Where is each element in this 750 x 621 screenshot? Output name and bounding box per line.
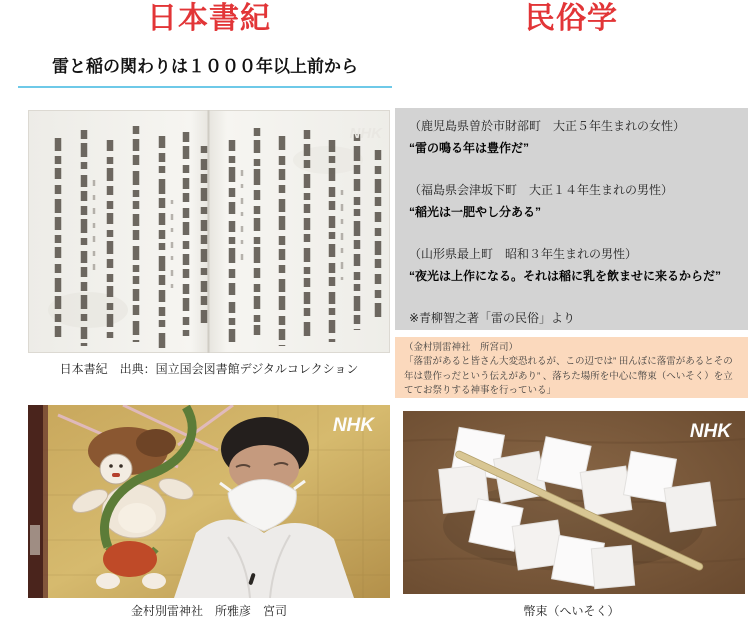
heisoku-caption: 幣束（へいそく）: [523, 604, 620, 618]
source-note: ※青柳智之著「雷の民俗」より: [409, 311, 576, 325]
priest-photo: [28, 405, 390, 598]
nhk-logo: NHK: [689, 421, 731, 442]
heisoku-photo: [403, 411, 745, 594]
nhk-watermark: NHK: [349, 125, 382, 142]
priest-note-attribution: （金村別雷神社 所宮司）: [404, 342, 519, 353]
priest-note-body: 「落雷があると皆さん大変恐れるが、この辺では” 田んぼに落雷があるとその年は豊作っだという伝えがあり” 、落ちた場所を中心に幣束（へいそく）を立ててお祭りする神事を行っている」: [404, 356, 733, 396]
manuscript-artwork: [28, 110, 390, 353]
priest-photo-artwork: [28, 405, 390, 598]
left-subtitle-underline: [18, 52, 392, 88]
manuscript-image: [28, 110, 390, 353]
testimony-quote: “雷の鳴る年は豊作だ”: [409, 141, 530, 155]
nhk-logo: NHK: [332, 415, 374, 436]
testimony-attribution: （福島県会津坂下町 大正１４年生まれの男性）: [409, 183, 674, 197]
screen-frame: [28, 405, 43, 598]
priest-note-box: [395, 337, 748, 398]
testimony-attribution: （鹿児島県曽於市財部町 大正５年生まれの女性）: [409, 119, 686, 133]
testimony-attribution: （山形県最上町 昭和３年生まれの男性）: [409, 247, 638, 261]
right-section-title: 民俗学: [525, 2, 618, 35]
testimony-quote: “夜光は上作になる。それは稲に乳を飲ませに来るからだ”: [409, 269, 722, 283]
left-subtitle: 雷と稲の関わりは１０００年以上前から: [52, 57, 358, 76]
testimony-quote: “稲光は一肥やし分ある”: [409, 205, 542, 219]
priest-photo-caption: 金村別雷神社 所雅彦 宮司: [130, 604, 287, 618]
folklore-quote-box: [395, 108, 748, 330]
left-section-title: 日本書紀: [147, 2, 271, 35]
heisoku-photo-artwork: [403, 411, 745, 594]
manuscript-caption: 日本書紀 出典：国立国会図書館デジタルコレクション: [59, 362, 359, 376]
